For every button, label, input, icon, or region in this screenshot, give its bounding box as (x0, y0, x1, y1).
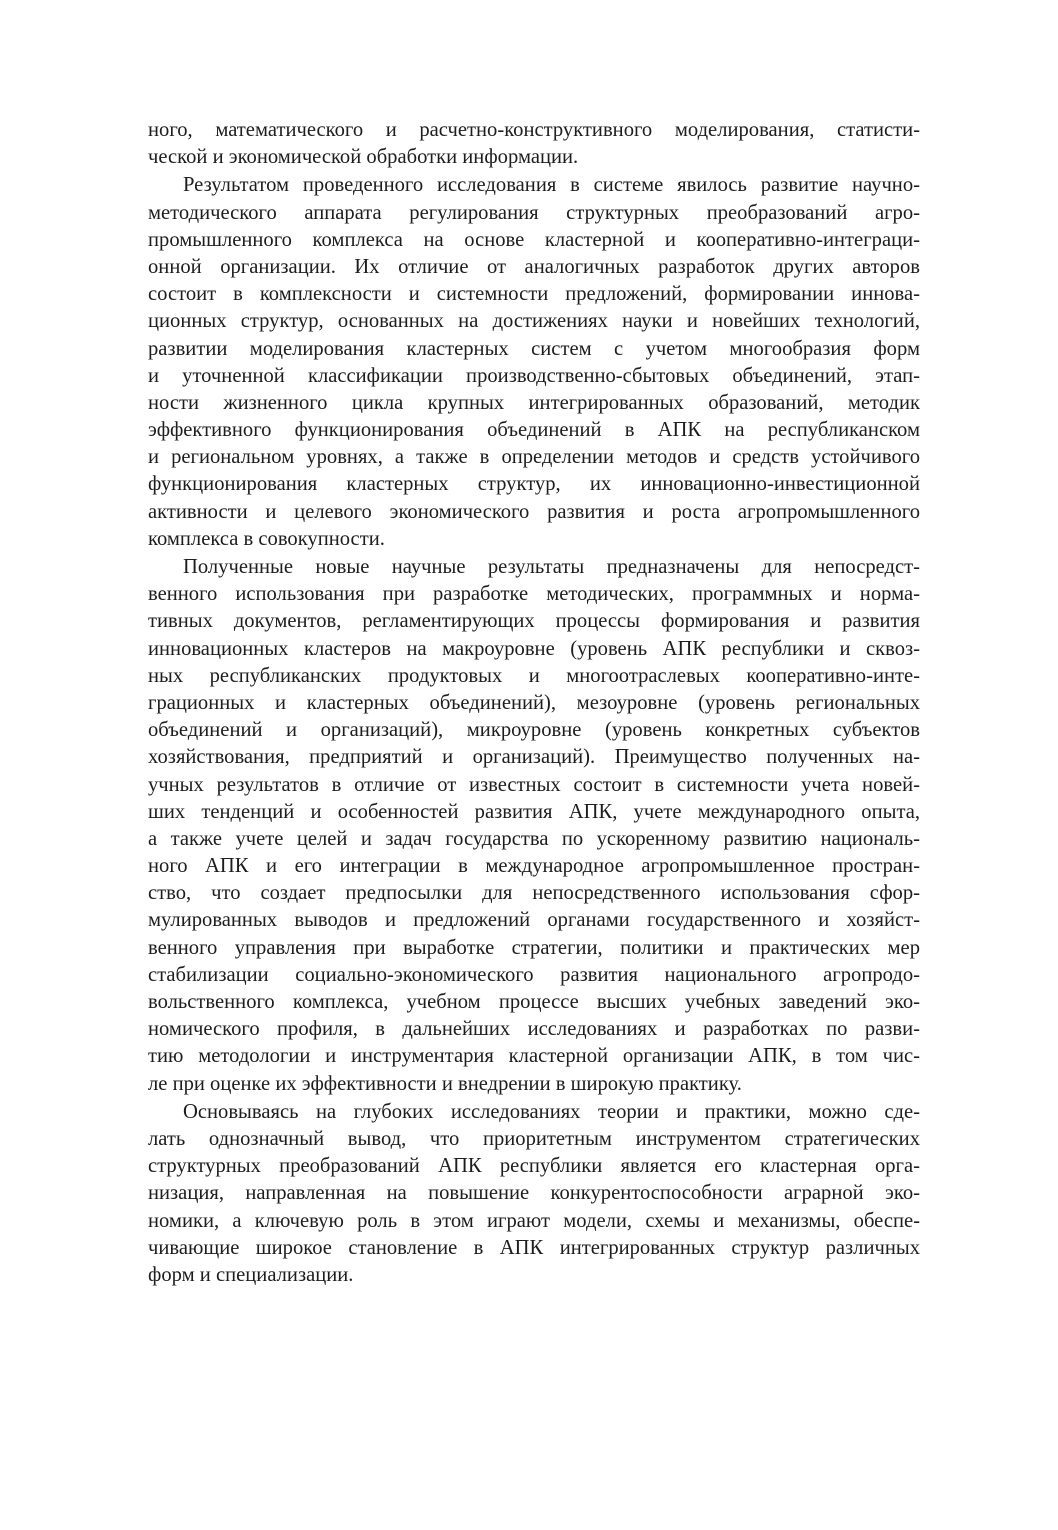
text-line: ного АПК и его интеграции в международное агропромышленное простран- (148, 855, 920, 878)
text-line: ных республиканских продуктовых и многоотраслевых кооперативно-инте- (148, 664, 920, 687)
paragraph (148, 117, 920, 171)
text-line: форм и специализации. (148, 1263, 354, 1286)
text-line: ческой и экономической обработки информации. (148, 146, 579, 169)
text-line: а также учете целей и задач государства по ускоренному развитию националь- (148, 827, 920, 850)
text-line: и региональном уровнях, а также в определении методов и средств устойчивого (148, 446, 920, 469)
text-line: тию методологии и инструментария кластерной организации АПК, в том чис- (148, 1045, 920, 1068)
text-line: ство, что создает предпосылки для непосредственного использования сфор- (148, 882, 920, 905)
text-line: ших тенденций и особенностей развития АПК, учете международного опыта, (148, 800, 920, 823)
paragraph (148, 1099, 920, 1289)
text-line: инновационных кластеров на макроуровне (уровень АПК республики и сквоз- (148, 637, 920, 660)
text-line: тивных документов, регламентирующих процессы формирования и развития (148, 610, 920, 633)
text-line: венного управления при выработке стратегии, политики и практических мер (148, 936, 920, 959)
text-line: Результатом проведенного исследования в системе явилось развитие научно- (183, 174, 920, 197)
paragraph (148, 172, 920, 553)
text-line: ле при оценке их эффективности и внедрении в широкую практику. (148, 1072, 742, 1095)
text-line: грационных и кластерных объединений), мезоуровне (уровень региональных (148, 691, 920, 714)
text-line: эффективного функционирования объединений в АПК на республиканском (148, 419, 920, 442)
text-line: онной организации. Их отличие от аналогичных разработок других авторов (148, 255, 920, 278)
text-line: функционирования кластерных структур, их инновационно-инвестиционной (148, 473, 920, 496)
text-line: активности и целевого экономического развития и роста агропромышленного (148, 500, 920, 523)
text-line: учных результатов в отличие от известных состоит в системности учета новей- (148, 773, 920, 796)
text-line: развитии моделирования кластерных систем с учетом многообразия форм (148, 337, 920, 360)
text-line: промышленного комплекса на основе кластерной и кооперативно-интеграци- (148, 228, 920, 251)
text-line: методического аппарата регулирования структурных преобразований агро- (148, 201, 920, 224)
text-line: ности жизненного цикла крупных интегрированных образований, методик (148, 391, 920, 414)
text-line: низация, направленная на повышение конкурентоспособности аграрной эко- (148, 1182, 920, 1205)
text-line: ционных структур, основанных на достижениях науки и новейших технологий, (148, 310, 920, 333)
text-line: хозяйствования, предприятий и организаций). Преимущество полученных на- (148, 746, 920, 769)
text-line: Основываясь на глубоких исследованиях теории и практики, можно сде- (183, 1100, 920, 1123)
text-line: номики, а ключевую роль в этом играют модели, схемы и механизмы, обеспе- (148, 1209, 920, 1232)
text-line: мулированных выводов и предложений органами государственного и хозяйст- (148, 909, 920, 932)
text-line: венного использования при разработке методических, программных и норма- (148, 583, 920, 606)
text-line: номического профиля, в дальнейших исследованиях и разработках по разви- (148, 1018, 920, 1041)
text-line: структурных преобразований АПК республики является его кластерная орга- (148, 1155, 920, 1178)
text-line: Полученные новые научные результаты предназначены для непосредст- (183, 556, 920, 578)
text-line: лать однозначный вывод, что приоритетным инструментом стратегических (148, 1127, 920, 1150)
text-line: состоит в комплексности и системности предложений, формировании иннова- (148, 283, 920, 306)
text-line: ного, математического и расчетно-конструктивного моделирования, статисти- (148, 119, 920, 141)
document-page (148, 117, 920, 1289)
text-line: объединений и организаций), микроуровне (уровень конкретных субъектов (148, 719, 920, 742)
text-line: вольственного комплекса, учебном процессе высших учебных заведений эко- (148, 991, 920, 1013)
paragraph (148, 554, 920, 1098)
text-line: чивающие широкое становление в АПК интегрированных структур различных (148, 1236, 920, 1259)
text-line: комплекса в совокупности. (148, 527, 385, 550)
text-line: стабилизации социально-экономического развития национального агропродо- (148, 963, 920, 986)
text-line: и уточненной классификации производственно-сбытовых объединений, этап- (148, 364, 920, 387)
